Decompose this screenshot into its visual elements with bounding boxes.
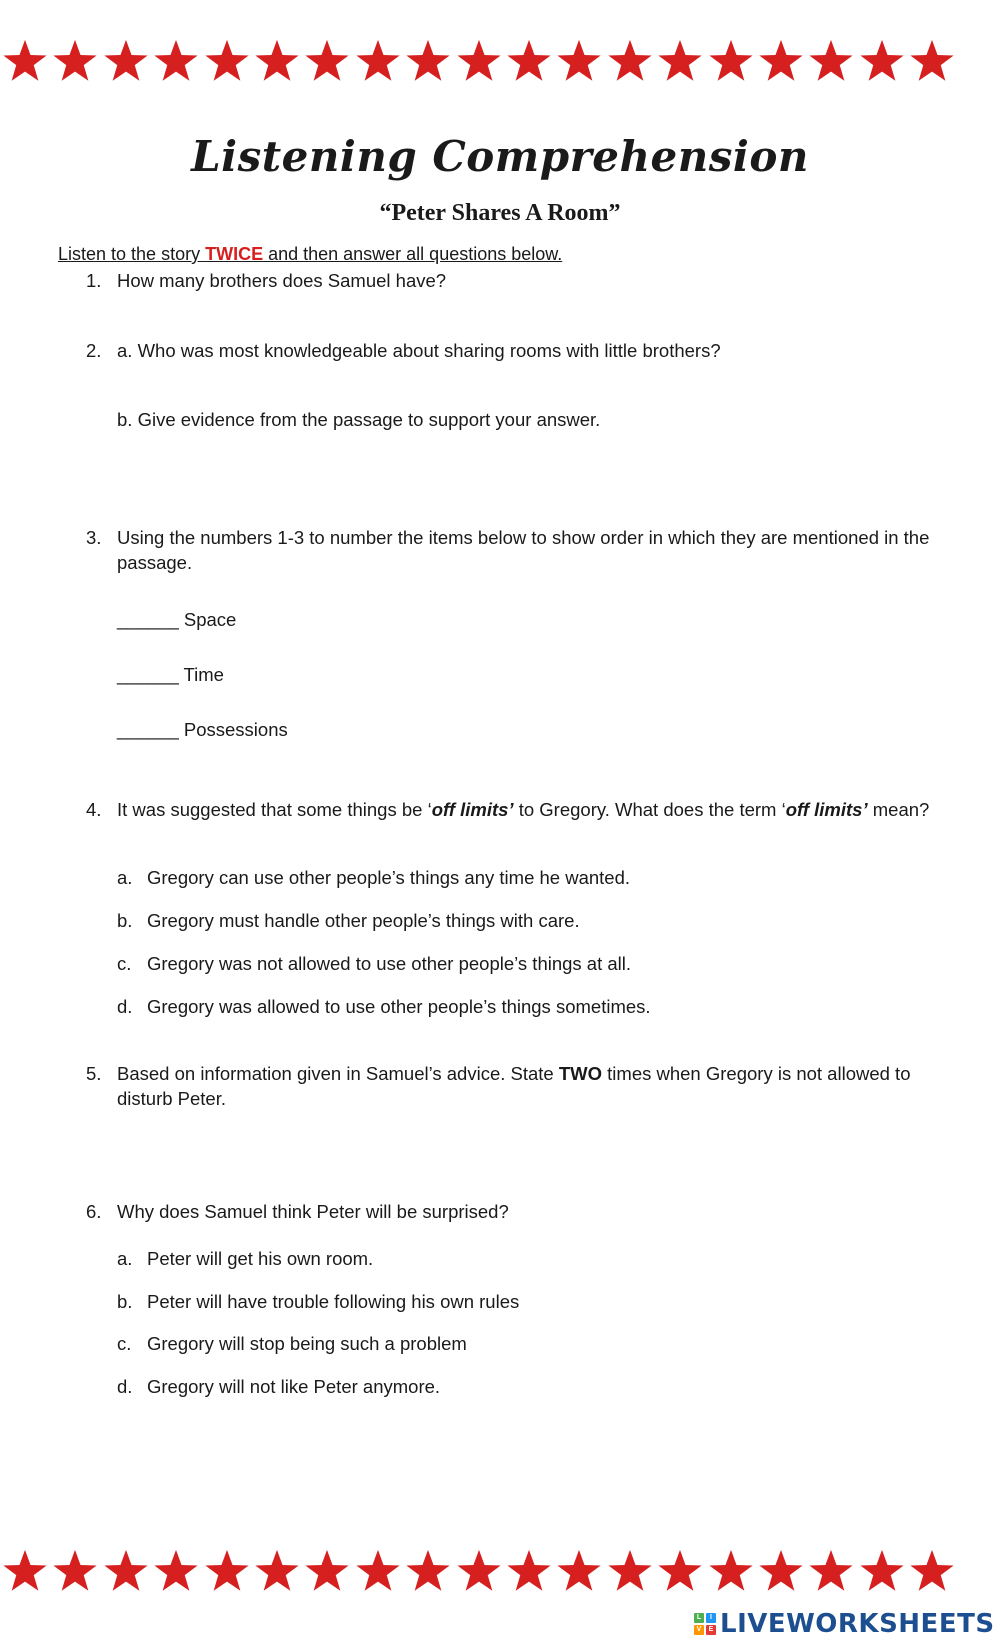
question-number: 5. xyxy=(86,1063,102,1084)
option-4a[interactable] xyxy=(117,865,630,890)
logo-mark-icon xyxy=(694,1613,716,1635)
star-icon xyxy=(456,1548,502,1594)
star-icon xyxy=(556,1548,602,1594)
answer-blank[interactable]: ______ xyxy=(117,719,179,740)
star-icon xyxy=(859,38,905,84)
question-number: 1. xyxy=(86,270,102,291)
star-icon xyxy=(405,38,451,84)
instruction-pre: Listen to the story xyxy=(58,244,206,264)
star-icon xyxy=(758,1548,804,1594)
logo-text: LIVEWORKSHEETS xyxy=(720,1609,995,1639)
question-text-part: times when Gregory is not allowed to disturb Peter. xyxy=(117,1063,911,1109)
star-icon xyxy=(708,38,754,84)
star-icon xyxy=(103,38,149,84)
term-off-limits: off limits’ xyxy=(785,799,868,820)
star-icon xyxy=(607,38,653,84)
question-text-part: to Gregory. What does the term ‘ xyxy=(513,799,786,820)
star-icon xyxy=(52,38,98,84)
option-text: Gregory can use other people’s things any time he wanted. xyxy=(147,867,631,888)
logo-mark-letter: I xyxy=(706,1613,716,1623)
star-icon xyxy=(304,1548,350,1594)
question-number: 6. xyxy=(86,1201,102,1222)
answer-blank[interactable]: ______ xyxy=(117,609,179,630)
option-text: Gregory was allowed to use other people’s things sometimes. xyxy=(147,996,651,1017)
page-title: Listening Comprehension xyxy=(191,132,809,181)
option-letter: c. xyxy=(117,1333,132,1354)
story-title: “Peter Shares A Room” xyxy=(379,200,621,226)
question-1 xyxy=(86,268,946,293)
star-icon xyxy=(506,38,552,84)
option-text: Gregory was not allowed to use other people’s things at all. xyxy=(147,953,632,974)
star-icon xyxy=(304,38,350,84)
option-6c[interactable] xyxy=(117,1331,467,1356)
order-item-time[interactable] xyxy=(117,662,224,687)
logo-mark-letter: E xyxy=(706,1625,716,1635)
star-icon xyxy=(506,1548,552,1594)
question-6 xyxy=(86,1199,946,1224)
star-icon xyxy=(657,38,703,84)
star-icon xyxy=(204,38,250,84)
star-icon xyxy=(204,1548,250,1594)
option-text: Gregory will not like Peter anymore. xyxy=(147,1376,441,1397)
order-item-possessions[interactable] xyxy=(117,717,288,742)
option-4d[interactable] xyxy=(117,994,651,1019)
option-letter: a. xyxy=(117,867,133,888)
question-text: Why does Samuel think Peter will be surprised? xyxy=(117,1201,509,1222)
star-icon xyxy=(909,1548,955,1594)
star-icon xyxy=(52,1548,98,1594)
option-6b[interactable] xyxy=(117,1289,519,1314)
star-icon xyxy=(2,38,48,84)
instruction-line xyxy=(58,244,562,265)
instruction-emphasis: TWICE xyxy=(205,244,264,264)
question-3 xyxy=(86,525,946,575)
star-icon xyxy=(254,38,300,84)
option-4b[interactable] xyxy=(117,908,580,933)
question-5 xyxy=(86,1061,946,1111)
question-text xyxy=(117,1061,946,1111)
logo-mark-letter: V xyxy=(694,1625,704,1635)
top-star-border xyxy=(0,38,1000,92)
star-icon xyxy=(758,38,804,84)
question-number: 2. xyxy=(86,340,102,361)
option-letter: c. xyxy=(117,953,132,974)
option-letter: b. xyxy=(117,910,133,931)
question-2 xyxy=(86,338,946,363)
answer-blank[interactable]: ______ xyxy=(117,664,179,685)
option-text: Gregory will stop being such a problem xyxy=(147,1333,467,1354)
question-text: a. Who was most knowledgeable about sharing rooms with little brothers? xyxy=(117,340,721,361)
star-icon xyxy=(808,1548,854,1594)
star-icon xyxy=(556,38,602,84)
emphasis-two: TWO xyxy=(558,1063,603,1084)
star-icon xyxy=(254,1548,300,1594)
bottom-star-border xyxy=(0,1548,1000,1602)
order-item-label: Possessions xyxy=(183,719,288,740)
star-icon xyxy=(607,1548,653,1594)
question-text-part: mean? xyxy=(867,799,930,820)
star-icon xyxy=(808,38,854,84)
star-icon xyxy=(355,1548,401,1594)
star-icon xyxy=(708,1548,754,1594)
star-icon xyxy=(859,1548,905,1594)
option-text: Peter will have trouble following his own rules xyxy=(147,1291,520,1312)
option-letter: d. xyxy=(117,1376,133,1397)
term-off-limits: off limits’ xyxy=(431,799,514,820)
star-icon xyxy=(103,1548,149,1594)
question-text: Using the numbers 1-3 to number the items below to show order in which they are mentioned in the passage. xyxy=(117,527,930,573)
question-number: 4. xyxy=(86,799,102,820)
question-number: 3. xyxy=(86,527,102,548)
question-2-part-b: b. Give evidence from the passage to support your answer. xyxy=(117,409,601,430)
star-icon xyxy=(355,38,401,84)
question-text-part: It was suggested that some things be ‘ xyxy=(117,799,432,820)
liveworksheets-logo[interactable] xyxy=(694,1608,995,1640)
option-letter: b. xyxy=(117,1291,133,1312)
option-4c[interactable] xyxy=(117,951,631,976)
star-icon xyxy=(2,1548,48,1594)
order-item-label: Time xyxy=(183,664,224,685)
star-icon xyxy=(909,38,955,84)
question-4 xyxy=(86,797,946,822)
option-6d[interactable] xyxy=(117,1374,440,1399)
order-item-space[interactable] xyxy=(117,607,236,632)
star-icon xyxy=(153,1548,199,1594)
option-letter: d. xyxy=(117,996,133,1017)
question-text-part: Based on information given in Samuel’s advice. State xyxy=(117,1063,559,1084)
option-text: Gregory must handle other people’s things with care. xyxy=(147,910,580,931)
question-text: How many brothers does Samuel have? xyxy=(117,270,447,291)
option-text: Peter will get his own room. xyxy=(147,1248,374,1269)
option-letter: a. xyxy=(117,1248,133,1269)
star-icon xyxy=(657,1548,703,1594)
star-icon xyxy=(153,38,199,84)
option-6a[interactable] xyxy=(117,1246,373,1271)
star-icon xyxy=(405,1548,451,1594)
order-item-label: Space xyxy=(183,609,237,630)
question-text xyxy=(117,797,946,822)
instruction-post: and then answer all questions below. xyxy=(263,244,563,264)
logo-mark-letter: L xyxy=(694,1613,704,1623)
star-icon xyxy=(456,38,502,84)
